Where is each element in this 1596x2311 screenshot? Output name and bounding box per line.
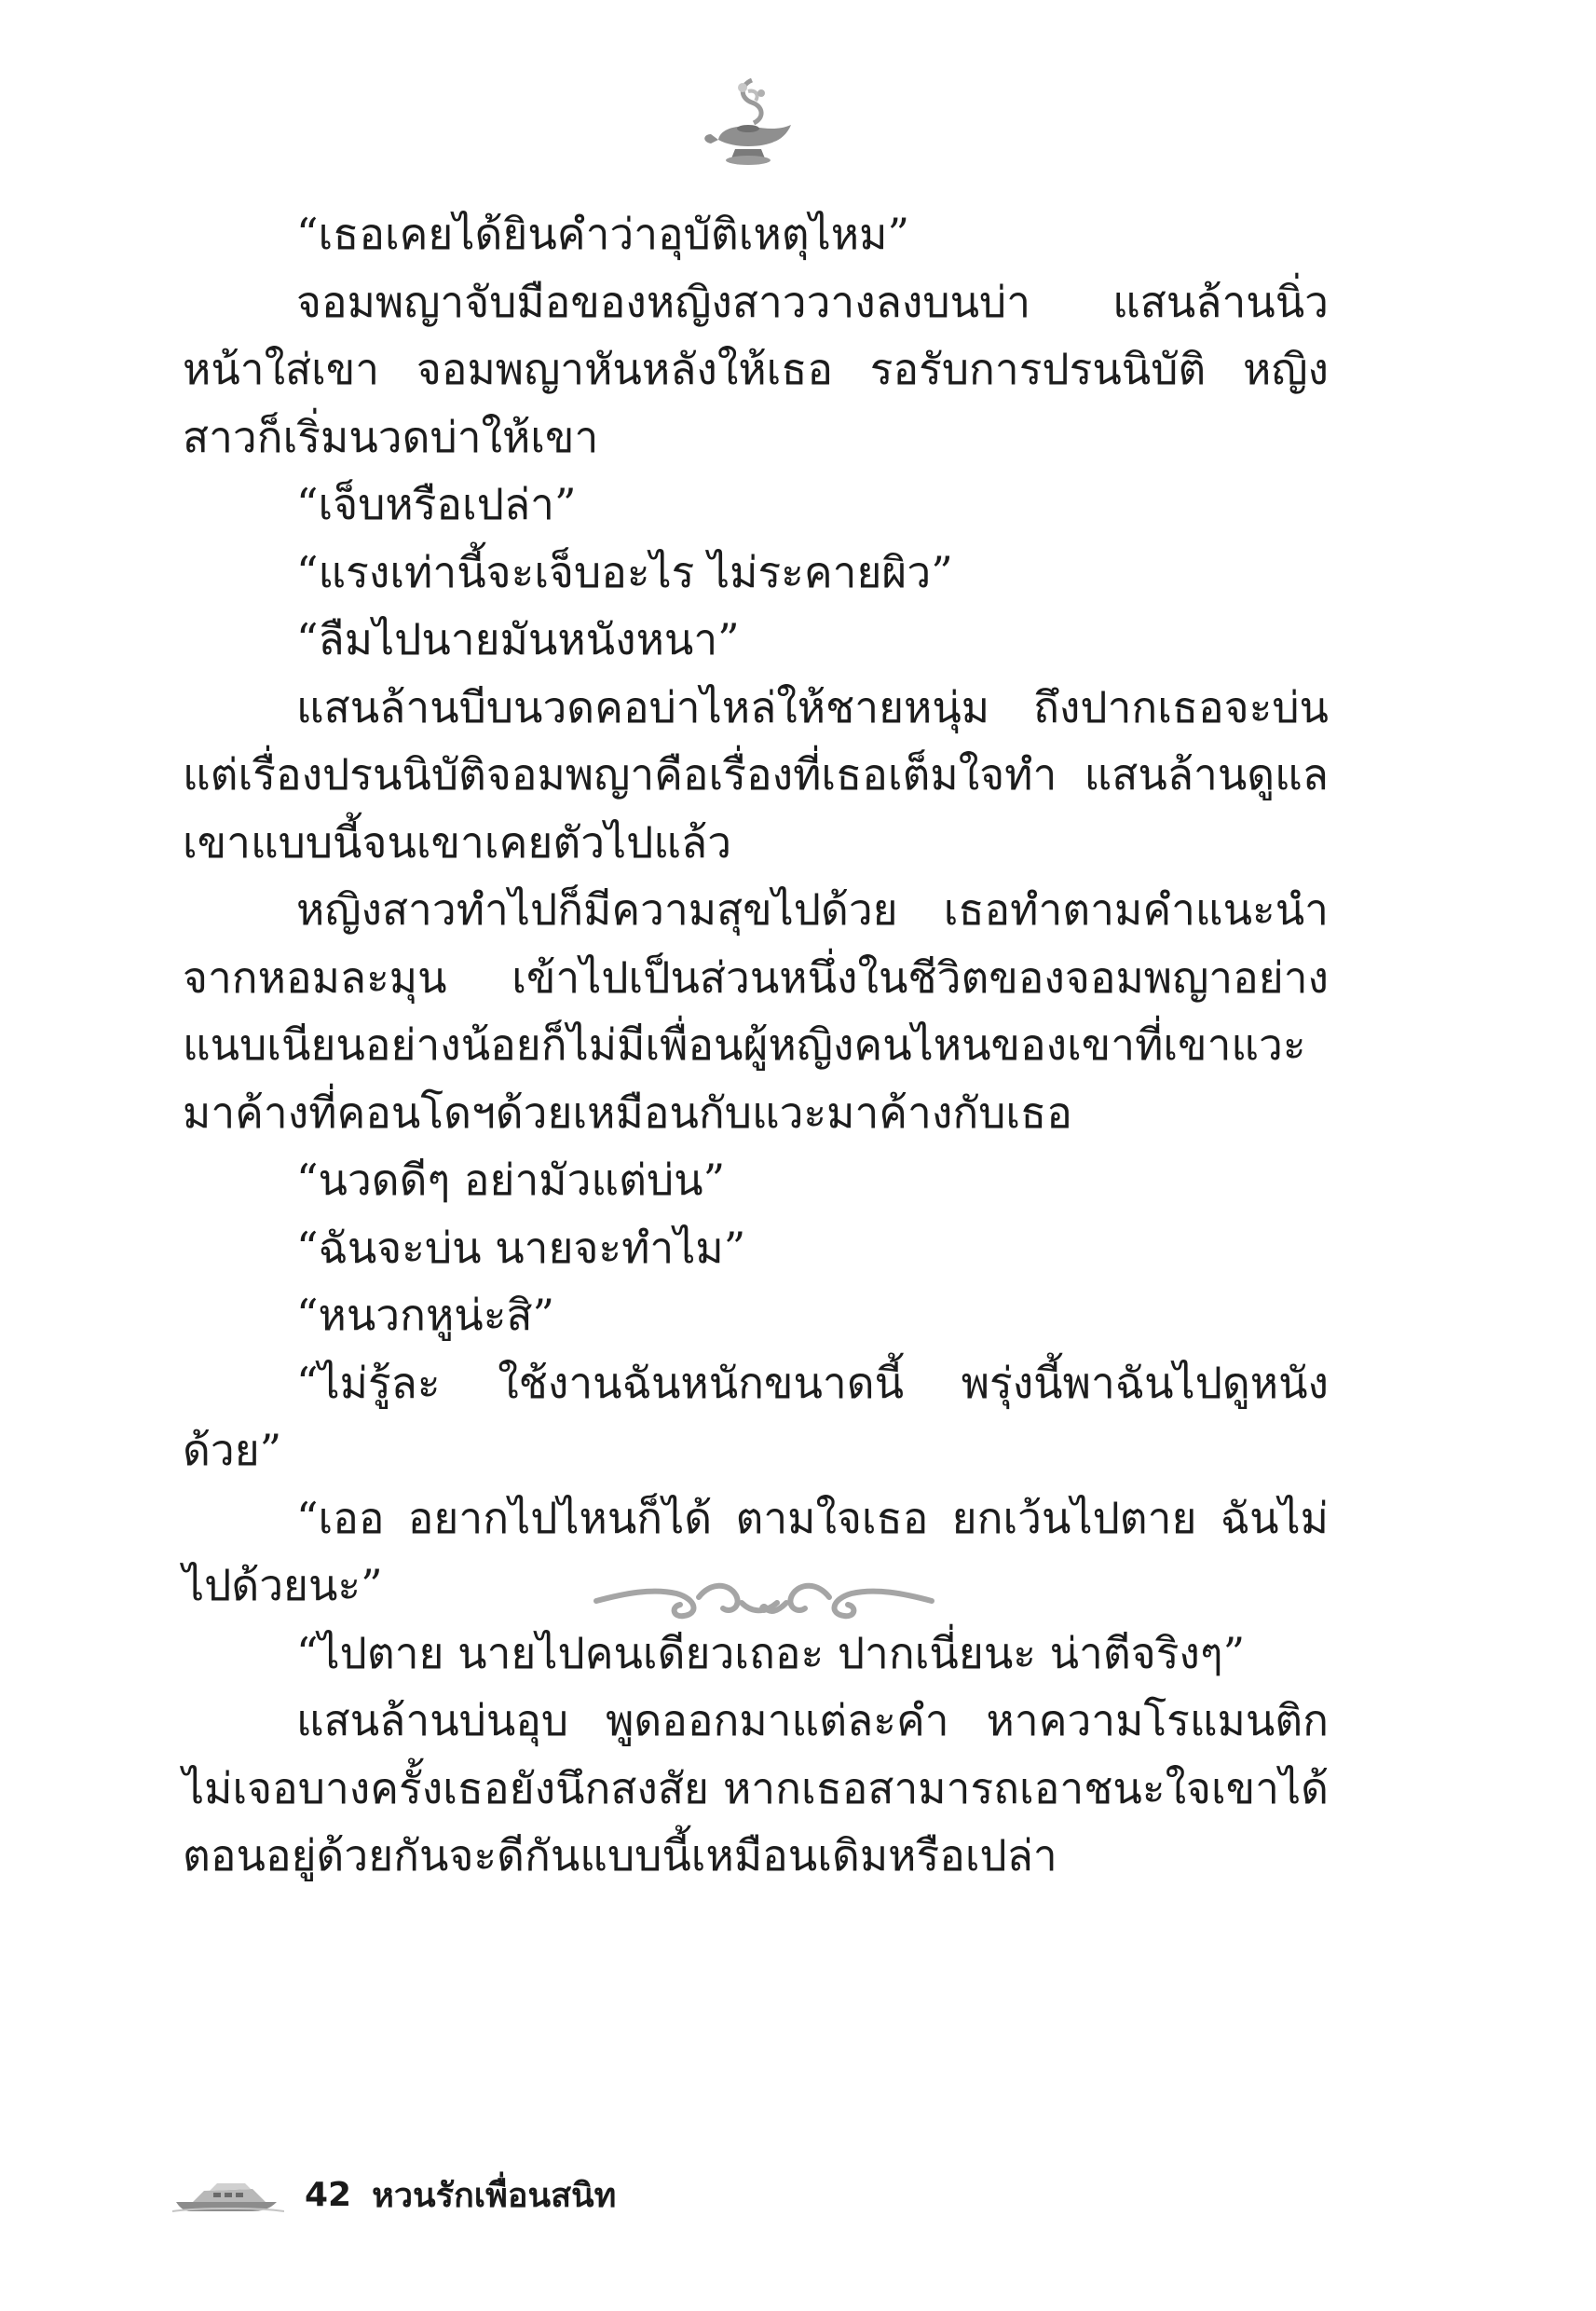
paragraph: “เออ อยากไปไหนก็ได้ ตามใจเธอ ยกเว้นไปตาย ฉันไม่ไปด้วยนะ” xyxy=(183,1492,1329,1610)
paragraph: “แรงเท่านี้จะเจ็บอะไร ไม่ระคายผิว” xyxy=(296,546,953,597)
magic-lamp-icon xyxy=(694,73,806,175)
paragraph: จอมพญาจับมือของหญิงสาววางลงบนบ่า แสนล้านนิ่วหน้าใส่เขา จอมพญาหันหลังให้เธอ รอรับการปรนนิบัติ หญิงสาวก็เริ่มนวดบ่าให้เขา xyxy=(183,276,1329,462)
paragraph: “ลืมไปนายมันหนังหนา” xyxy=(296,614,740,664)
paragraph: “ไม่รู้ละ ใช้งานฉันหนักขนาดนี้ พรุ่งนี้พาฉันไปดูหนังด้วย” xyxy=(183,1357,1329,1475)
paragraph: “นวดดีๆ อย่ามัวแต่บ่น” xyxy=(296,1155,726,1205)
paragraph: “เจ็บหรือเปล่า” xyxy=(296,479,577,529)
ornamental-divider-icon xyxy=(587,1566,941,1631)
paragraph: “หนวกหูน่ะสิ” xyxy=(296,1290,555,1340)
paragraph: “ฉันจะบ่น นายจะทำไม” xyxy=(296,1222,746,1273)
yacht-icon xyxy=(172,2176,284,2213)
paragraph: “ไปตาย นายไปคนเดียวเถอะ ปากเนี่ยนะ น่าตีจริงๆ” xyxy=(296,1627,1246,1678)
paragraph: แสนล้านบ่นอุบ พูดออกมาแต่ละคำ หาความโรแมนติกไม่เจอบางครั้งเธอยังนึกสงสัย หากเธอสามารถเอาชนะใจเขาได้ ตอนอยู่ด้วยกันจะดีกันแบบนี้เหมือนเดิมหรือเปล่า xyxy=(183,1695,1329,1880)
paragraph: แสนล้านบีบนวดคอบ่าไหล่ให้ชายหนุ่ม ถึงปากเธอจะบ่นแต่เรื่องปรนนิบัติจอมพญาคือเรื่องที่เธอเต็มใจทำ แสนล้านดูแลเขาแบบนี้จนเขาเคยตัวไปแล้ว xyxy=(183,681,1329,868)
page-number: 42 xyxy=(305,2175,352,2214)
main-text xyxy=(183,200,1329,1890)
page-footer xyxy=(172,2167,616,2222)
paragraph: หญิงสาวทำไปก็มีความสุขไปด้วย เธอทำตามคำแนะนำจากหอมละมุน เข้าไปเป็นส่วนหนึ่งในชีวิตของจอมพญาอย่างแนบเนียนอย่างน้อยก็ไม่มีเพื่อนผู้หญิงคนไหนของเขาที่เขาแวะมาค้างที่คอนโดฯด้วยเหมือนกับแวะมาค้างกับเธอ xyxy=(183,884,1329,1138)
book-title: หวนรักเพื่อนสนิท xyxy=(372,2176,617,2215)
paragraph: “เธอเคยได้ยินคำว่าอุบัติเหตุไหม” xyxy=(296,209,909,259)
